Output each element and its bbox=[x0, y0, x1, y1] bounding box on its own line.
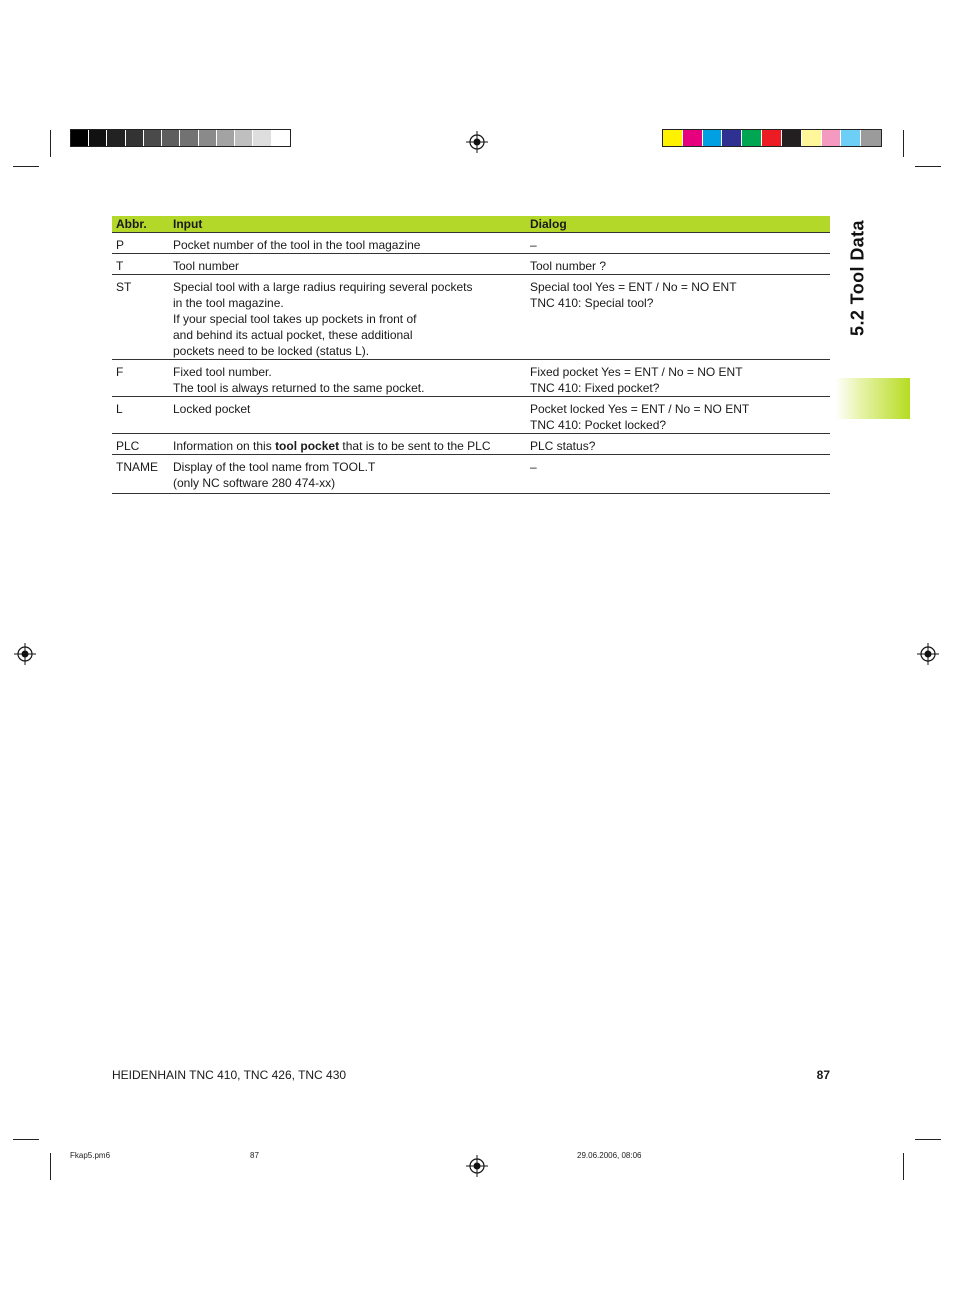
color-swatch bbox=[235, 130, 253, 146]
tool-pocket-table bbox=[112, 216, 830, 494]
cell-dialog bbox=[526, 233, 830, 254]
slug-file: Fkap5.pm6 bbox=[70, 1151, 111, 1160]
color-swatch bbox=[722, 130, 742, 146]
cell-input-line: in the tool magazine. bbox=[173, 296, 284, 310]
grayscale-color-bar bbox=[70, 129, 291, 147]
cell-abbr: F bbox=[112, 360, 169, 397]
color-swatch bbox=[782, 130, 802, 146]
crop-mark-top-left-h bbox=[13, 166, 39, 167]
color-swatch bbox=[126, 130, 144, 146]
color-swatch bbox=[162, 130, 180, 146]
color-swatch bbox=[822, 130, 842, 146]
cell-input-line: Tool number bbox=[173, 259, 240, 273]
registration-mark-top-icon bbox=[466, 131, 488, 153]
cell-dialog bbox=[526, 434, 830, 455]
crop-mark-bottom-left-h bbox=[13, 1139, 39, 1140]
crop-mark-top-right-v bbox=[903, 130, 904, 157]
table-row-p bbox=[112, 233, 830, 254]
table-row-plc bbox=[112, 434, 830, 455]
color-swatch bbox=[199, 130, 217, 146]
cell-abbr: ST bbox=[112, 275, 169, 360]
cell-input bbox=[169, 254, 526, 275]
cell-abbr: L bbox=[112, 397, 169, 434]
cell-dialog bbox=[526, 455, 830, 494]
color-swatch bbox=[71, 130, 89, 146]
cell-input-line: pockets need to be locked (status L). bbox=[173, 344, 370, 358]
color-swatch bbox=[89, 130, 107, 146]
cell-abbr: PLC bbox=[112, 434, 169, 455]
section-title-vertical bbox=[838, 213, 878, 343]
cell-dialog-line: Special tool Yes = ENT / No = NO ENT bbox=[530, 280, 737, 294]
color-swatch bbox=[762, 130, 782, 146]
color-swatch bbox=[217, 130, 235, 146]
color-swatch bbox=[703, 130, 723, 146]
cell-input bbox=[169, 455, 526, 494]
cell-input bbox=[169, 360, 526, 397]
table-row-st bbox=[112, 275, 830, 360]
cell-dialog-line: – bbox=[530, 460, 537, 474]
table-row-t bbox=[112, 254, 830, 275]
cell-dialog bbox=[526, 254, 830, 275]
cell-dialog-line: TNC 410: Pocket locked? bbox=[530, 418, 667, 432]
color-swatch bbox=[253, 130, 271, 146]
table-row-tname bbox=[112, 455, 830, 494]
cell-input-line: Special tool with a large radius requiring several pockets bbox=[173, 280, 473, 294]
color-swatch bbox=[107, 130, 125, 146]
cell-dialog-line: – bbox=[530, 238, 537, 252]
slug-datetime: 29.06.2006, 08:06 bbox=[577, 1151, 642, 1160]
cell-abbr: P bbox=[112, 233, 169, 254]
color-swatch bbox=[861, 130, 881, 146]
cell-input-line: Locked pocket bbox=[173, 402, 251, 416]
color-swatch bbox=[802, 130, 822, 146]
registration-mark-right-icon bbox=[917, 643, 939, 665]
cell-dialog bbox=[526, 275, 830, 360]
cell-dialog-line: Pocket locked Yes = ENT / No = NO ENT bbox=[530, 402, 750, 416]
cell-input-line: (only NC software 280 474-xx) bbox=[173, 476, 336, 490]
cell-input-line: Display of the tool name from TOOL.T bbox=[173, 460, 376, 474]
crop-mark-top-right-h bbox=[915, 166, 941, 167]
cell-input-line: The tool is always returned to the same pocket. bbox=[173, 381, 425, 395]
section-tab-strip bbox=[835, 378, 910, 419]
cell-input bbox=[169, 434, 526, 455]
color-swatch bbox=[272, 130, 290, 146]
cell-input-text: that is to be sent to the PLC bbox=[339, 439, 491, 453]
slug-page: 87 bbox=[250, 1151, 259, 1160]
cell-input-bold: tool pocket bbox=[275, 439, 340, 453]
cell-abbr: T bbox=[112, 254, 169, 275]
cell-input bbox=[169, 233, 526, 254]
registration-mark-left-icon bbox=[14, 643, 36, 665]
header-abbr: Abbr. bbox=[112, 216, 169, 233]
cell-input-line: If your special tool takes up pockets in front of bbox=[173, 312, 417, 326]
cell-dialog-line: Fixed pocket Yes = ENT / No = NO ENT bbox=[530, 365, 743, 379]
table-header-row bbox=[112, 216, 830, 233]
crop-mark-bottom-right-v bbox=[903, 1153, 904, 1180]
crop-mark-top-left-v bbox=[50, 130, 51, 157]
cell-dialog bbox=[526, 397, 830, 434]
table-row-l bbox=[112, 397, 830, 434]
color-swatch bbox=[742, 130, 762, 146]
cell-input-text: Information on this bbox=[173, 439, 276, 453]
cell-input bbox=[169, 397, 526, 434]
cell-input-line: and behind its actual pocket, these additional bbox=[173, 328, 413, 342]
cell-dialog-line: TNC 410: Fixed pocket? bbox=[530, 381, 660, 395]
header-dialog: Dialog bbox=[526, 216, 830, 233]
registration-mark-bottom-icon bbox=[466, 1155, 488, 1177]
cell-input-line: Pocket number of the tool in the tool magazine bbox=[173, 238, 421, 252]
color-swatch bbox=[663, 130, 683, 146]
cell-dialog bbox=[526, 360, 830, 397]
color-swatch bbox=[683, 130, 703, 146]
color-swatch bbox=[144, 130, 162, 146]
cell-input bbox=[169, 275, 526, 360]
cell-dialog-line: TNC 410: Special tool? bbox=[530, 296, 654, 310]
crop-mark-bottom-right-h bbox=[915, 1139, 941, 1140]
header-input: Input bbox=[169, 216, 526, 233]
table-row-f bbox=[112, 360, 830, 397]
crop-mark-bottom-left-v bbox=[50, 1153, 51, 1180]
cell-dialog-line: Tool number ? bbox=[530, 259, 607, 273]
color-swatch bbox=[180, 130, 198, 146]
cell-input-line: Fixed tool number. bbox=[173, 365, 272, 379]
cell-dialog-line: PLC status? bbox=[530, 439, 596, 453]
page-number: 87 bbox=[816, 1068, 830, 1082]
section-title-text: 5.2 Tool Data bbox=[847, 220, 868, 336]
color-swatch bbox=[841, 130, 861, 146]
process-color-bar bbox=[662, 129, 882, 147]
footer-title: HEIDENHAIN TNC 410, TNC 426, TNC 430 bbox=[112, 1068, 347, 1082]
cell-abbr: TNAME bbox=[112, 455, 169, 494]
